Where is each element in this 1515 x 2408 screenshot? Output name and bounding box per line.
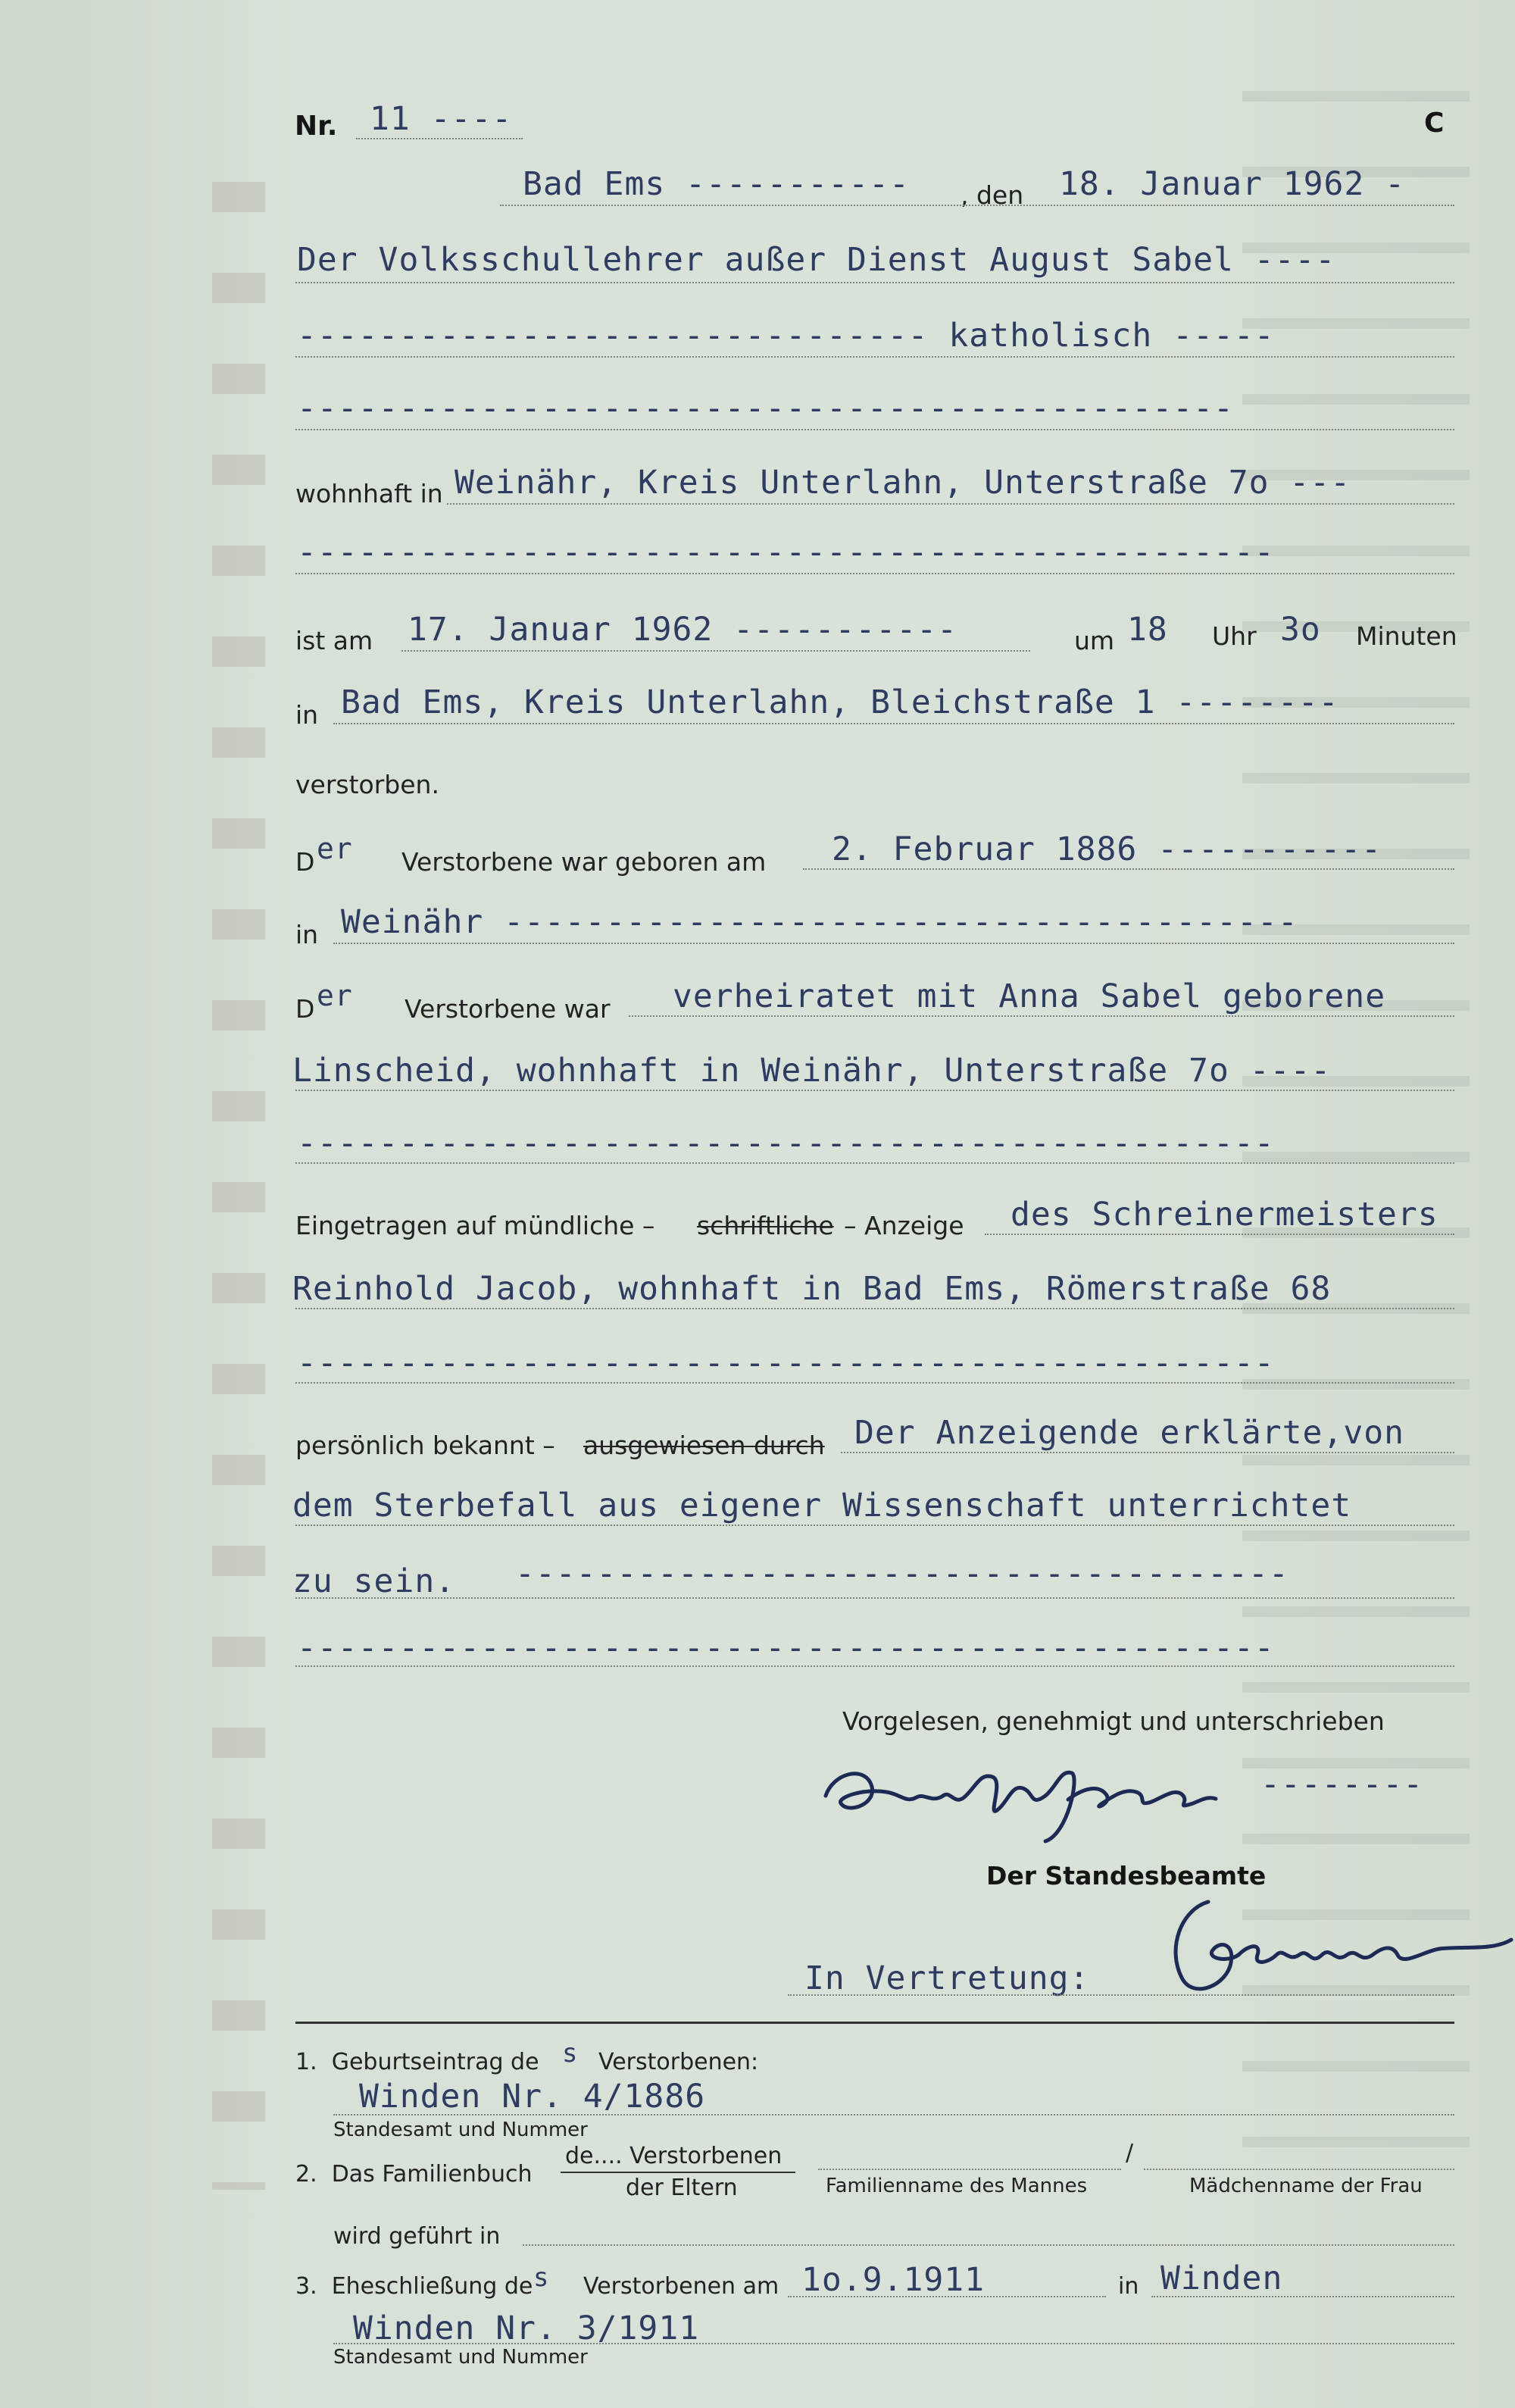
schriftliche-struck: schriftliche (697, 1211, 834, 1240)
residence-line (447, 503, 1454, 505)
statement-line-2: dem Sterbefall aus eigener Wissenschaft unterrichtet (292, 1487, 1352, 1525)
residence: Weinähr, Kreis Unterlahn, Unterstraße 7o --- (454, 464, 1351, 502)
section-divider (295, 2022, 1454, 2024)
married-value-line-2: Linscheid, wohnhaft in Weinähr, Unterstraße 7o ---- (292, 1052, 1332, 1090)
statement-line-3: zu sein. (292, 1562, 456, 1600)
marriage-date: 1o.9.1911 (801, 2261, 985, 2299)
eingetragen-label: Eingetragen auf mündliche – (295, 1211, 655, 1240)
married-der-suffix: er (317, 979, 353, 1012)
marriage-date-line (788, 2296, 1106, 2297)
ist-am-label: ist am (295, 626, 373, 655)
statement-dotline-3 (295, 1597, 1454, 1599)
marriage-record-caption: Standesamt und Nummer (333, 2346, 588, 2369)
note-1-label-2: Verstorbenen: (598, 2049, 759, 2075)
note-2-option-top: de.... Verstorbenen (565, 2143, 782, 2169)
note-1-typed-s: s (562, 2038, 579, 2069)
marriage-place: Winden (1160, 2259, 1283, 2297)
residence-line-2: ------------------------------------------------ (297, 533, 1275, 571)
husband-name-caption: Familienname des Mannes (826, 2175, 1088, 2197)
note-3-in-label: in (1118, 2273, 1139, 2300)
marriage-record: Winden Nr. 3/1911 (353, 2309, 700, 2347)
deceased-dotline-1 (295, 282, 1454, 283)
registry-date: 18. Januar 1962 - (1059, 165, 1406, 203)
residence-dotline-2 (295, 573, 1454, 574)
den-label: , den (961, 180, 1024, 210)
deceased-line-1: Der Volksschullehrer außer Dienst August Sabel ---- (297, 241, 1336, 279)
marriage-place-line (1151, 2296, 1454, 2297)
death-minutes: 3o (1280, 611, 1321, 649)
statement-dotline-4 (295, 1665, 1454, 1667)
birth-record: Winden Nr. 4/1886 (359, 2078, 706, 2116)
der-prefix: D (295, 847, 315, 877)
death-place-line (333, 723, 1454, 724)
informant-line-3: ------------------------------------------------ (297, 1344, 1275, 1382)
marriage-record-line (333, 2343, 1454, 2344)
wird-gefuehrt-label: wird geführt in (333, 2223, 501, 2250)
statement-dotline-2 (295, 1525, 1454, 1526)
ausgewiesen-struck: ausgewiesen durch (583, 1431, 825, 1460)
nr-label: Nr. (295, 111, 338, 142)
deceased-line-2: ------------------------------- katholisch ----- (297, 317, 1275, 355)
birth-place-line (333, 943, 1454, 944)
note-3-label: 3. Eheschließung de (295, 2273, 533, 2300)
death-place-in-label: in (295, 700, 319, 730)
place-date-line (500, 205, 1454, 206)
death-date: 17. Januar 1962 ----------- (408, 611, 957, 649)
verstorben-label: verstorben. (295, 770, 439, 799)
statement-dotline-1 (841, 1452, 1454, 1453)
note-2-label: 2. Das Familienbuch (295, 2161, 533, 2188)
death-hour: 18 (1127, 611, 1168, 649)
paper-stain (212, 182, 265, 2190)
married-value-line-3: ------------------------------------------------ (297, 1124, 1275, 1162)
wird-gefuehrt-line (523, 2244, 1454, 2246)
note-2-slash: / (1126, 2140, 1134, 2166)
informant-dotline-2 (295, 1308, 1454, 1309)
statement-line-3-dashes: -------------------------------------- (515, 1555, 1289, 1593)
birth-in-label: in (295, 920, 319, 949)
married-line-3 (295, 1162, 1454, 1164)
informant-line-1 (985, 1234, 1454, 1235)
deceased-dotline-2 (295, 356, 1454, 358)
der-typed-suffix: er (317, 832, 353, 865)
deceased-line-3: ---------------------------------------------- (297, 389, 1234, 427)
minuten-label: Minuten (1356, 621, 1457, 651)
um-label: um (1074, 626, 1115, 655)
birth-record-line (333, 2114, 1454, 2116)
married-line-2 (295, 1090, 1454, 1091)
deceased-dotline-3 (295, 429, 1454, 430)
informant: des Schreinermeisters (1011, 1196, 1438, 1234)
birth-place: Weinähr --------------------------------------- (341, 903, 1298, 941)
married-value: verheiratet mit Anna Sabel geborene (673, 977, 1386, 1015)
registrar-signature (1136, 1879, 1515, 2008)
birth-date-line (803, 868, 1454, 870)
registry-place: Bad Ems ----------- (523, 165, 910, 203)
statement-line-1: Der Anzeigende erklärte,von (854, 1414, 1404, 1452)
informant-dotline-3 (295, 1382, 1454, 1384)
vorgelesen-label: Vorgelesen, genehmigt und unterschrieben (842, 1706, 1385, 1736)
husband-name-line (818, 2169, 1121, 2170)
note-2-fraction-line (561, 2172, 795, 2173)
birth-date: 2. Februar 1886 ----------- (832, 830, 1382, 868)
informant-signature (818, 1743, 1227, 1849)
married-der-prefix: D (295, 994, 315, 1024)
bekannt-label: persönlich bekannt – (295, 1431, 555, 1460)
record-number: 11 ---- (370, 100, 513, 138)
note-2-option-bottom: der Eltern (626, 2175, 738, 2201)
maiden-name-line (1144, 2169, 1454, 2170)
uhr-label: Uhr (1212, 621, 1257, 651)
birth-record-caption: Standesamt und Nummer (333, 2119, 588, 2141)
signature-dashes: -------- (1260, 1765, 1424, 1803)
maiden-name-caption: Mädchenname der Frau (1189, 2175, 1423, 2197)
note-3-label-2: Verstorbenen am (583, 2273, 779, 2300)
wohnhaft-label: wohnhaft in (295, 479, 443, 508)
informant-line-2: Reinhold Jacob, wohnhaft in Bad Ems, Römerstraße 68 (292, 1270, 1332, 1308)
corner-letter: C (1424, 108, 1445, 139)
standesbeamte-label: Der Standesbeamte (986, 1861, 1267, 1890)
married-line-1 (629, 1015, 1454, 1017)
nr-line (356, 138, 523, 139)
born-label: Verstorbene war geboren am (401, 847, 767, 877)
note-3-typed-s: s (533, 2263, 550, 2293)
in-vertretung-label: In Vertretung: (804, 1959, 1090, 1997)
anzeige-label: – Anzeige (844, 1211, 964, 1240)
married-label: Verstorbene war (405, 994, 611, 1024)
death-date-line (401, 650, 1030, 652)
note-1-label: 1. Geburtseintrag de (295, 2049, 539, 2075)
death-place: Bad Ems, Kreis Unterlahn, Bleichstraße 1 -------- (341, 683, 1339, 721)
statement-line-4: ------------------------------------------------ (297, 1629, 1275, 1667)
